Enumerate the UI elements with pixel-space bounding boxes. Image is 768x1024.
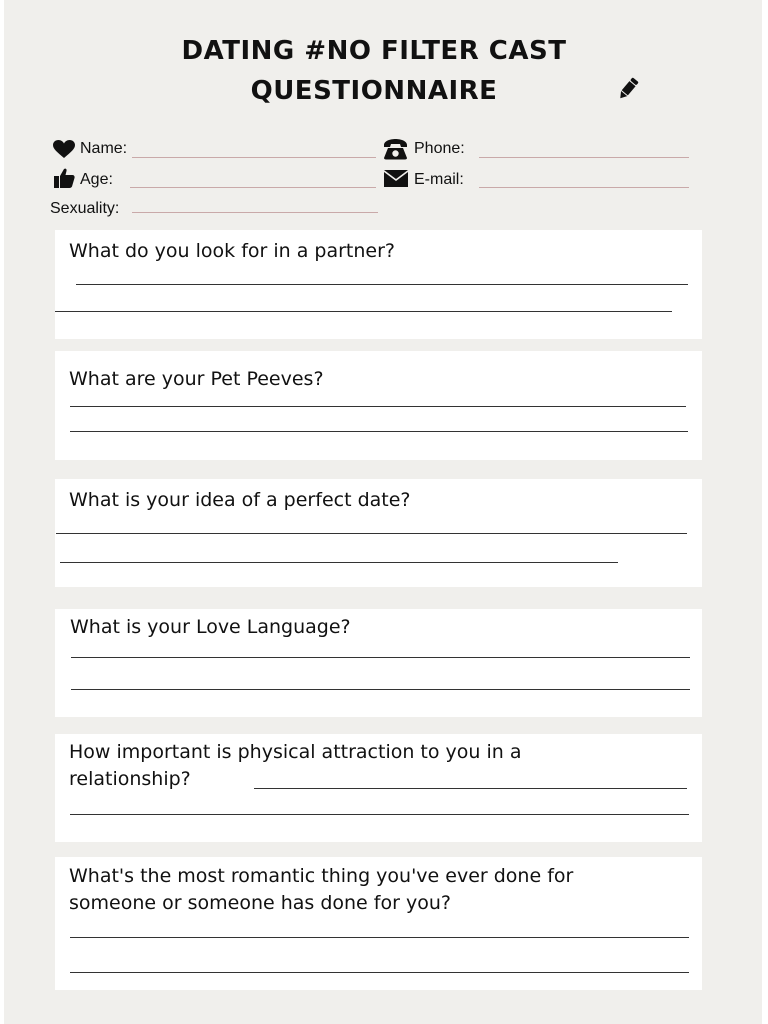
answer-line[interactable] (70, 937, 689, 938)
answer-line[interactable] (70, 814, 689, 815)
answer-line[interactable] (56, 533, 687, 534)
question-text: What are your Pet Peeves? (69, 368, 324, 390)
phone-label: Phone: (414, 140, 465, 157)
answer-line[interactable] (70, 431, 688, 432)
questionnaire-page (4, 0, 762, 1024)
question-text: What is your idea of a perfect date? (69, 489, 411, 511)
answer-line[interactable] (60, 562, 618, 563)
pencil-icon (616, 76, 640, 102)
title-line-2: QUESTIONNAIRE (250, 76, 498, 106)
answer-line[interactable] (254, 788, 687, 789)
envelope-icon (384, 170, 408, 187)
question-text: What's the most romantic thing you've ever done for someone or someone has done for you? (69, 865, 574, 914)
heart-icon (53, 140, 75, 159)
telephone-icon (382, 138, 409, 160)
phone-field[interactable] (479, 157, 689, 158)
question-card (55, 857, 702, 990)
title-line-1: DATING #NO FILTER CAST (181, 36, 567, 66)
email-field[interactable] (479, 187, 689, 188)
question-card (55, 479, 702, 587)
question-card (55, 351, 702, 460)
question-card (55, 230, 702, 339)
age-label: Age: (80, 171, 113, 188)
thumbs-up-icon (54, 168, 75, 188)
sexuality-field[interactable] (132, 212, 378, 213)
email-label: E-mail: (414, 171, 464, 188)
sexuality-label: Sexuality: (50, 200, 120, 217)
name-label: Name: (80, 140, 128, 157)
name-field[interactable] (132, 157, 376, 158)
age-field[interactable] (130, 187, 376, 188)
answer-line[interactable] (76, 284, 688, 285)
answer-line[interactable] (70, 972, 689, 973)
question-text: What do you look for in a partner? (69, 240, 396, 262)
answer-line[interactable] (71, 657, 690, 658)
question-card (55, 609, 702, 717)
question-text: What is your Love Language? (70, 616, 351, 638)
answer-line[interactable] (70, 406, 686, 407)
answer-line[interactable] (71, 689, 690, 690)
question-card (55, 734, 702, 842)
question-text: How important is physical attraction to you in a relationship? (69, 741, 522, 790)
answer-line[interactable] (55, 311, 672, 312)
